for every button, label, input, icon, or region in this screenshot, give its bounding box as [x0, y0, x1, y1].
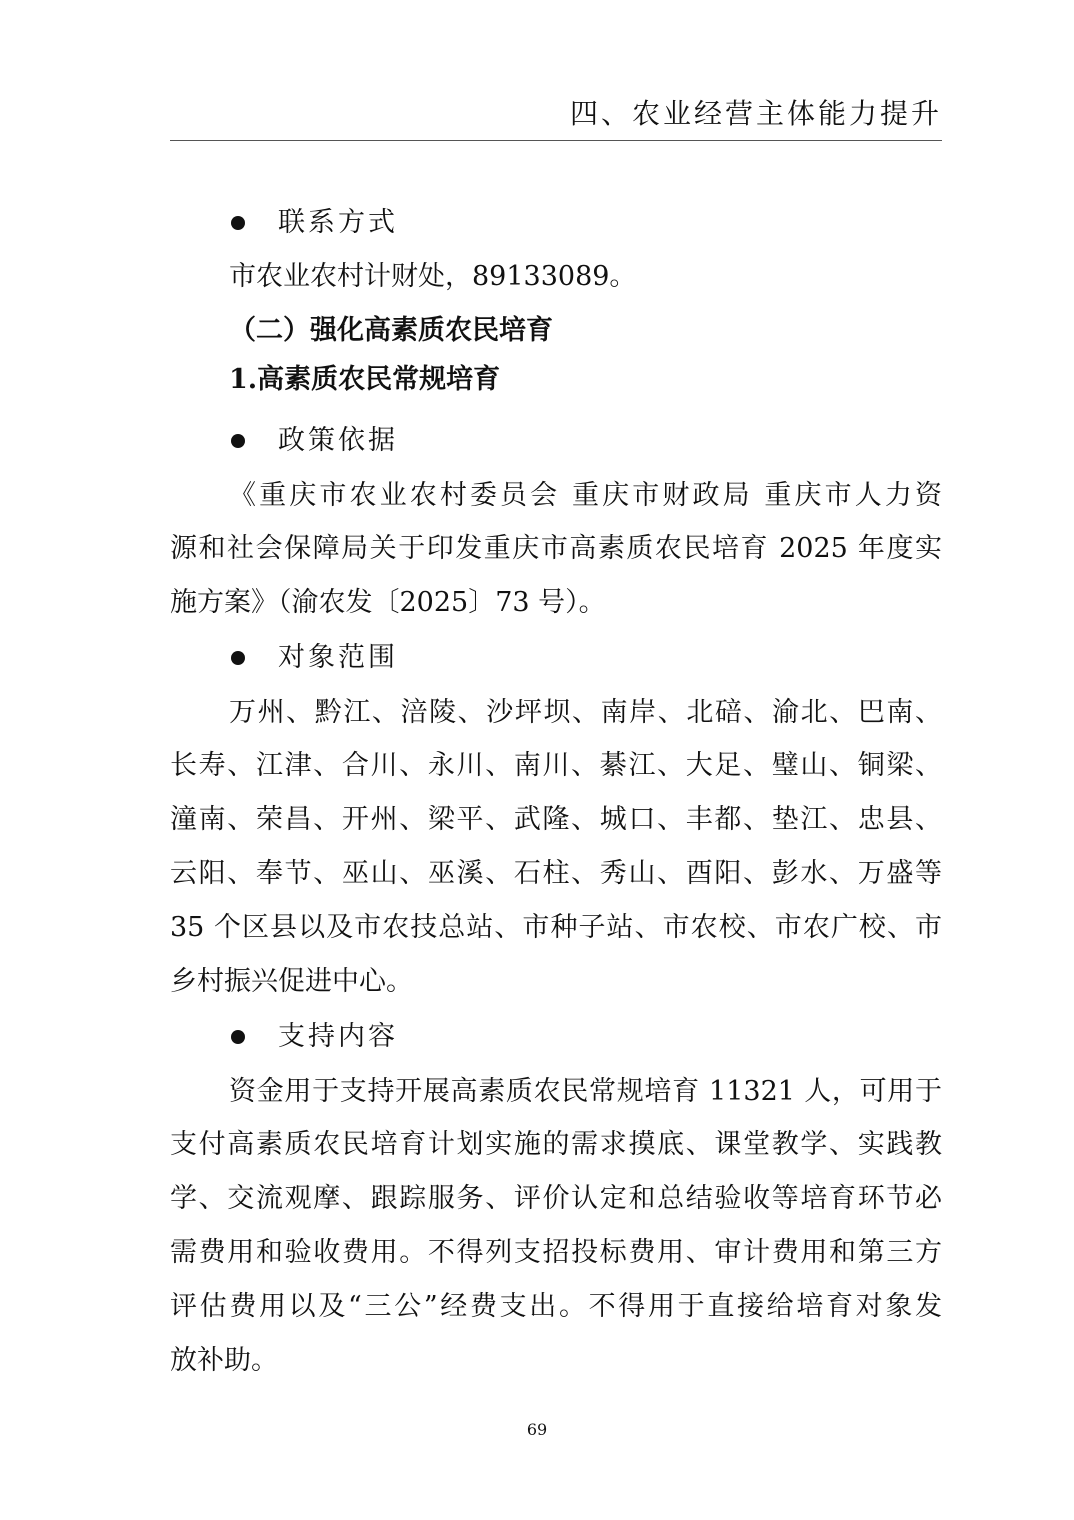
scope-line: 万州、黔江、涪陵、沙坪坝、南岸、北碚、渝北、巴南、: [229, 697, 942, 728]
scope-heading: 对象范围: [278, 642, 398, 673]
support-line: 学、交流观摩、跟踪服务、评价认定和总结验收等培育环节必: [170, 1183, 942, 1214]
support-line: 评估费用以及“三公”经费支出。不得用于直接给培育对象发: [170, 1291, 942, 1322]
scope-line: 乡村振兴促进中心。: [170, 966, 413, 997]
support-line: 需费用和验收费用。不得列支招投标费用、审计费用和第三方: [170, 1237, 942, 1268]
support-line: 资金用于支持开展高素质农民常规培育 11321 人，可用于: [229, 1076, 942, 1107]
header-title: 四、农业经营主体能力提升: [569, 97, 942, 130]
subsection-heading: 1.高素质农民常规培育: [229, 364, 501, 395]
scope-line: 潼南、荣昌、开州、梁平、武隆、城口、丰都、垫江、忠县、: [170, 804, 942, 835]
policy-line: 施方案》（渝农发〔2025〕73 号）。: [170, 587, 606, 618]
policy-line: 源和社会保障局关于印发重庆市高素质农民培育 2025 年度实: [170, 533, 942, 564]
bullet-icon: [231, 1030, 245, 1044]
page-header: [170, 92, 942, 141]
contact-heading: 联系方式: [278, 207, 398, 238]
page-number: 69: [526, 1420, 548, 1439]
scope-line: 35 个区县以及市农技总站、市种子站、市农校、市农广校、市: [170, 912, 942, 943]
support-heading: 支持内容: [278, 1021, 398, 1052]
bullet-icon: [231, 434, 245, 448]
scope-line: 云阳、奉节、巫山、巫溪、石柱、秀山、酉阳、彭水、万盛等: [170, 858, 942, 889]
policy-heading: 政策依据: [278, 425, 398, 456]
bullet-icon: [231, 651, 245, 665]
support-line: 支付高素质农民培育计划实施的需求摸底、课堂教学、实践教: [170, 1129, 942, 1160]
scope-line: 长寿、江津、合川、永川、南川、綦江、大足、璧山、铜梁、: [170, 750, 942, 781]
support-line: 放补助。: [170, 1345, 278, 1376]
policy-line: 《重庆市农业农村委员会 重庆市财政局 重庆市人力资: [229, 480, 942, 511]
section-heading: （二）强化高素质农民培育: [229, 315, 553, 346]
bullet-icon: [231, 216, 245, 230]
contact-text: 市农业农村计财处，89133089。: [229, 261, 637, 292]
